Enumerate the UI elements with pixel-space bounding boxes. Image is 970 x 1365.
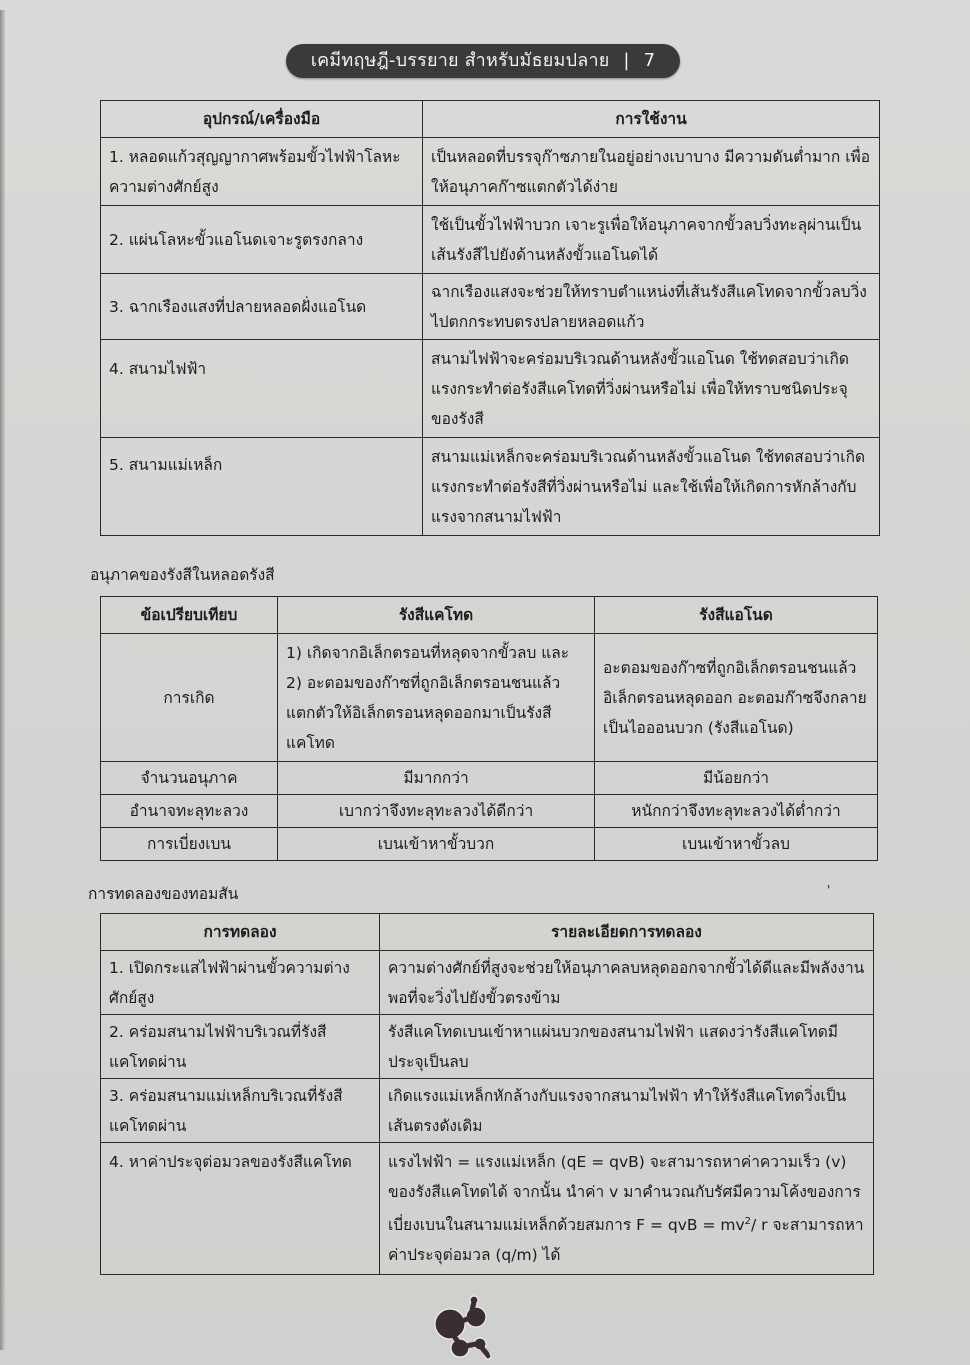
equipment-table — [100, 100, 880, 536]
experiment-cell: 1. เปิดกระแสไฟฟ้าผ่านขั้วความต่างศักย์สูง — [101, 951, 380, 1015]
page-number: 7 — [643, 50, 656, 71]
aspect-cell: อำนาจทะลุทะลวง — [101, 795, 278, 828]
table-row — [101, 340, 880, 438]
aspect-cell: การเบี่ยงเบน — [101, 828, 278, 861]
detail-cell: ความต่างศักย์ที่สูงจะช่วยให้อนุภาคลบหลุดออกจากขั้วได้ดีและมีพลังงานพอที่จะวิ่งไปยังขั้วตรงข้าม — [380, 951, 874, 1015]
table-row — [101, 206, 880, 274]
column-header-detail: รายละเอียดการทดลอง — [380, 914, 874, 951]
cathode-cell: เบากว่าจึงทะลุทะลวงได้ดีกว่า — [278, 795, 595, 828]
superscript-2: 2 — [744, 1215, 752, 1227]
table-row — [101, 438, 880, 536]
section-heading-particles: อนุภาคของรังสีในหลอดรังสี — [90, 566, 275, 584]
anode-cell: เบนเข้าหาขั้วลบ — [595, 828, 878, 861]
column-header-device: อุปกรณ์/เครื่องมือ — [101, 101, 423, 138]
usage-cell: ฉากเรืองแสงจะช่วยให้ทราบตำแหน่งที่เส้นรังสีแคโทดจากขั้วลบวิ่งไปตกกระทบตรงปลายหลอดแก้ว — [423, 274, 880, 340]
anode-cell: อะตอมของก๊าซที่ถูกอิเล็กตรอนชนแล้วอิเล็กตรอนหลุดออก อะตอมก๊าซจึงกลายเป็นไอออนบวก (รังสีแอโนด) — [595, 634, 878, 762]
cathode-cell: 1) เกิดจากอิเล็กตรอนที่หลุดจากขั้วลบ และ 2) อะตอมของก๊าซที่ถูกอิเล็กตรอนชนแล้วแตกตัวให้อิเล็กตรอนหลุดออกมาเป็นรังสีแคโทด — [278, 634, 595, 762]
table-row — [101, 274, 880, 340]
aspect-cell: จำนวนอนุภาค — [101, 762, 278, 795]
experiment-cell: 3. คร่อมสนามแม่เหล็กบริเวณที่รังสีแคโทดผ่าน — [101, 1079, 380, 1143]
column-header-anode: รังสีแอโนด — [595, 597, 878, 634]
table-row — [101, 1079, 874, 1143]
thomson-experiment-table — [100, 913, 874, 1275]
column-header-experiment: การทดลอง — [101, 914, 380, 951]
detail-text-part1: แรงไฟฟ้า = แรงแม่เหล็ก (qE = qvB) จะสามารถหาค่าความเร็ว (v) ของรังสีแคโทดได้ จากนั้น นำค่า v มาคำนวณกับรัศมีความโค้งของการเบี่ยงเบนในสนามแม่เหล็กด้วยสมการ F = qvB = mv — [388, 1152, 861, 1235]
column-header-aspect: ข้อเปรียบเทียบ — [101, 597, 278, 634]
table-header-row — [101, 597, 878, 634]
table-header-row — [101, 914, 874, 951]
header-title: เคมีทฤษฎี-บรรยาย สำหรับมัธยมปลาย — [310, 50, 610, 71]
usage-cell: เป็นหลอดที่บรรจุก๊าซภายในอยู่อย่างเบาบาง มีความดันต่ำมาก เพื่อให้อนุภาคก๊าซแตกตัวได้ง่าย — [423, 138, 880, 206]
page-header — [286, 44, 680, 78]
table-row — [101, 951, 874, 1015]
detail-cell — [380, 1143, 874, 1275]
section-heading-thomson: การทดลองของทอมสัน — [88, 885, 239, 903]
stray-mark: ' — [827, 883, 831, 897]
device-cell: 3. ฉากเรืองแสงที่ปลายหลอดฝั่งแอโนด — [101, 274, 423, 340]
table-row — [101, 1143, 874, 1275]
anode-cell: มีน้อยกว่า — [595, 762, 878, 795]
anode-cell: หนักกว่าจึงทะลุทะลวงได้ต่ำกว่า — [595, 795, 878, 828]
detail-text-part2: / r จะสามารถหาค่าประจุต่อมวล (q/m) ได้ — [388, 1216, 864, 1265]
cathode-cell: มีมากกว่า — [278, 762, 595, 795]
usage-cell: สนามไฟฟ้าจะคร่อมบริเวณด้านหลังขั้วแอโนด ใช้ทดสอบว่าเกิดแรงกระทำต่อรังสีแคโทดที่วิ่งผ่านหรือไม่ เพื่อให้ทราบชนิดประจุของรังสี — [423, 340, 880, 438]
column-header-usage: การใช้งาน — [423, 101, 880, 138]
detail-cell: เกิดแรงแม่เหล็กหักล้างกับแรงจากสนามไฟฟ้า ทำให้รังสีแคโทดวิ่งเป็นเส้นตรงดังเดิม — [380, 1079, 874, 1143]
table-row — [101, 138, 880, 206]
usage-cell: สนามแม่เหล็กจะคร่อมบริเวณด้านหลังขั้วแอโนด ใช้ทดสอบว่าเกิดแรงกระทำต่อรังสีที่วิ่งผ่านหรือไม่ และใช้เพื่อให้เกิดการหักล้างกับแรงจากสนามไฟฟ้า — [423, 438, 880, 536]
table-row — [101, 1015, 874, 1079]
experiment-cell: 4. หาค่าประจุต่อมวลของรังสีแคโทด — [101, 1143, 380, 1275]
usage-cell: ใช้เป็นขั้วไฟฟ้าบวก เจาะรูเพื่อให้อนุภาคจากขั้วลบวิ่งทะลุผ่านเป็นเส้นรังสีไปยังด้านหลังขั้วแอโนดได้ — [423, 206, 880, 274]
cathode-cell: เบนเข้าหาขั้วบวก — [278, 828, 595, 861]
device-cell: 5. สนามแม่เหล็ก — [101, 438, 423, 536]
experiment-cell: 2. คร่อมสนามไฟฟ้าบริเวณที่รังสีแคโทดผ่าน — [101, 1015, 380, 1079]
device-cell: 2. แผ่นโลหะขั้วแอโนดเจาะรูตรงกลาง — [101, 206, 423, 274]
table-header-row — [101, 101, 880, 138]
header-separator: | — [623, 50, 630, 71]
device-cell: 1. หลอดแก้วสุญญากาศพร้อมขั้วไฟฟ้าโลหะความต่างศักย์สูง — [101, 138, 423, 206]
detail-cell: รังสีแคโทดเบนเข้าหาแผ่นบวกของสนามไฟฟ้า แสดงว่ารังสีแคโทดมีประจุเป็นลบ — [380, 1015, 874, 1079]
page-edge-shadow — [0, 10, 5, 1350]
column-header-cathode: รังสีแคโทด — [278, 597, 595, 634]
table-row — [101, 828, 878, 861]
table-row — [101, 762, 878, 795]
ray-comparison-table — [100, 596, 878, 861]
aspect-cell: การเกิด — [101, 634, 278, 762]
molecule-logo-icon — [430, 1292, 500, 1362]
table-row — [101, 795, 878, 828]
device-cell: 4. สนามไฟฟ้า — [101, 340, 423, 438]
table-row — [101, 634, 878, 762]
